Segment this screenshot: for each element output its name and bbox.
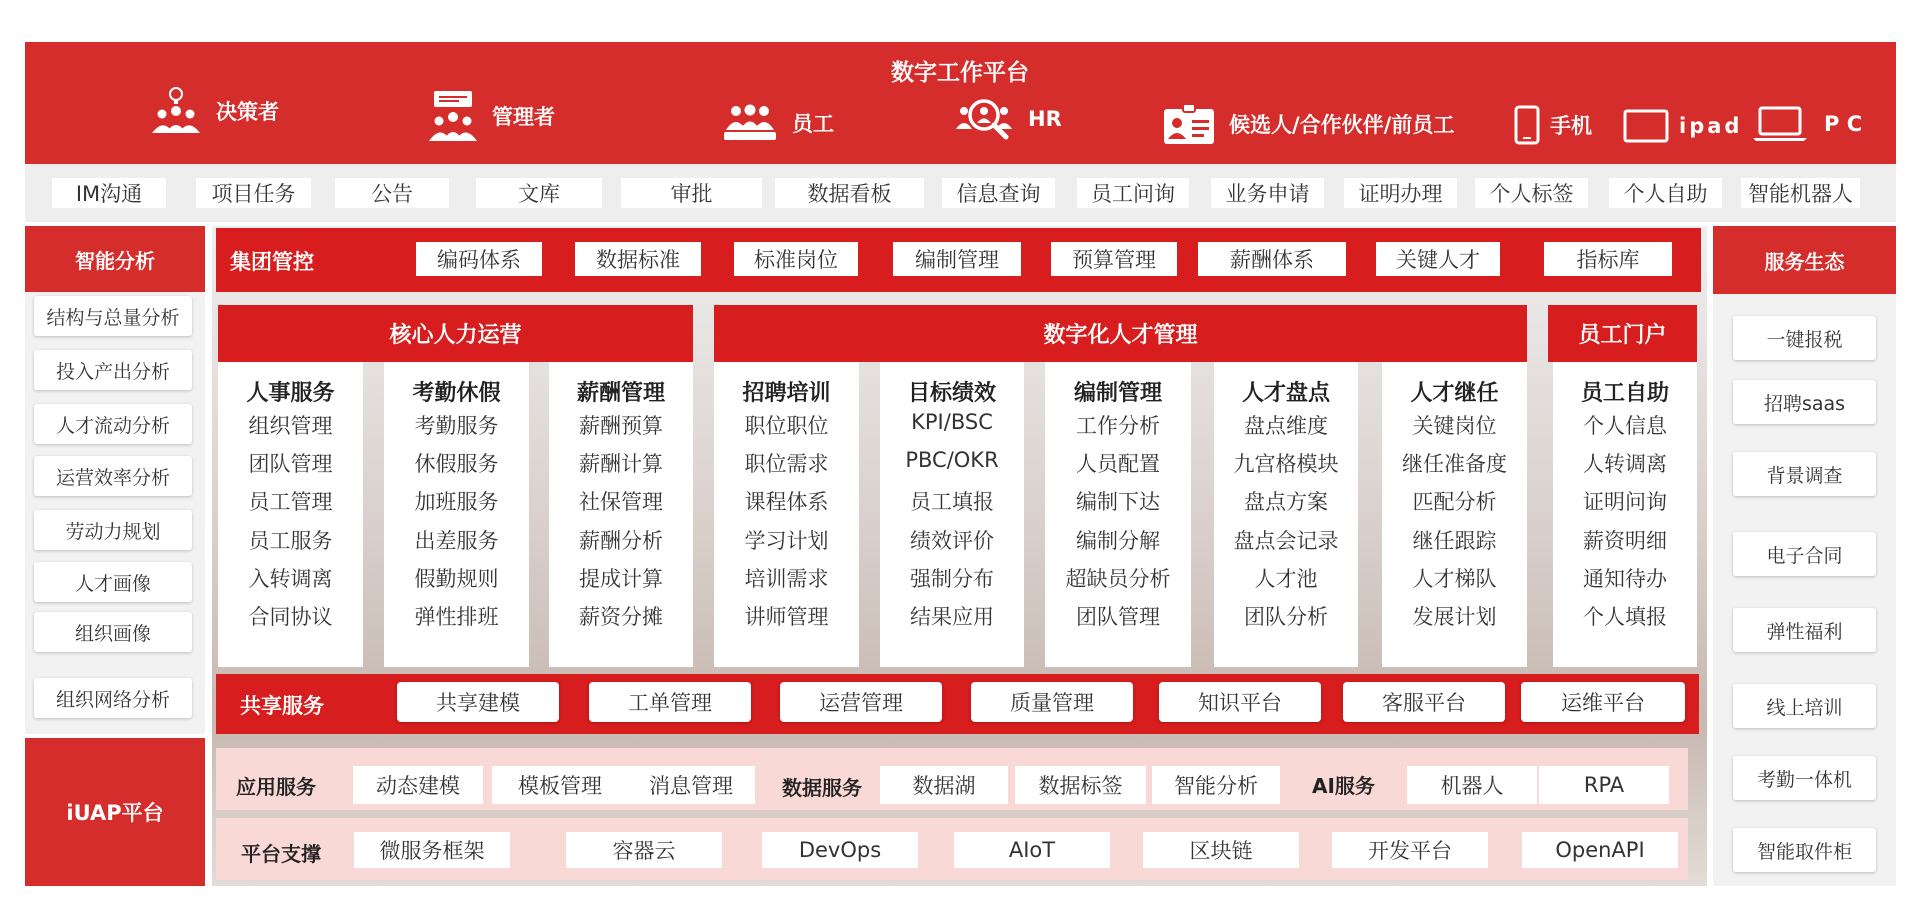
- group-control-label: 集团管控: [230, 250, 314, 274]
- module-column: [1045, 362, 1191, 667]
- module-item[interactable]: 薪资明细: [1583, 529, 1667, 553]
- module-column: [1382, 362, 1527, 667]
- module-item[interactable]: 证明问询: [1583, 490, 1667, 514]
- portal-item[interactable]: IM沟通: [52, 178, 166, 208]
- module-item[interactable]: 入转调离: [248, 567, 333, 591]
- left-analysis-item[interactable]: 投入产出分析: [34, 350, 192, 390]
- hr-search-icon: [954, 97, 1014, 141]
- right-ecosystem-item[interactable]: 背景调查: [1733, 452, 1876, 496]
- iuap-service-item[interactable]: 机器人: [1407, 766, 1537, 804]
- user-pc: [1752, 104, 1862, 144]
- module-item[interactable]: 人才梯队: [1412, 567, 1497, 591]
- iuap-title: iUAP平台: [25, 738, 205, 886]
- module-column-title: 考勤休假: [412, 381, 501, 406]
- module-item[interactable]: 个人信息: [1583, 414, 1667, 438]
- module-item[interactable]: 弹性排班: [414, 605, 499, 629]
- group-control-item[interactable]: 薪酬体系: [1198, 242, 1346, 276]
- module-item[interactable]: 合同协议: [248, 605, 333, 629]
- group-control-item[interactable]: 指标库: [1544, 242, 1672, 276]
- user-label: 员工: [792, 112, 834, 136]
- portal-item[interactable]: 信息查询: [942, 178, 1055, 208]
- user-label: 手机: [1550, 114, 1592, 138]
- left-analysis-item[interactable]: 运营效率分析: [34, 456, 192, 496]
- module-item[interactable]: 个人填报: [1583, 605, 1667, 629]
- module-item[interactable]: 加班服务: [414, 490, 499, 514]
- id-card-icon: [1163, 103, 1215, 145]
- phone-icon: [1514, 105, 1540, 145]
- user-label: P C: [1824, 112, 1863, 136]
- platform-support-label: 平台支撑: [241, 842, 321, 866]
- group-control-item[interactable]: 编码体系: [416, 242, 542, 276]
- shared-service-item[interactable]: 工单管理: [589, 682, 751, 722]
- module-column-title: 人事服务: [246, 381, 335, 406]
- module-item[interactable]: 员工管理: [248, 490, 333, 514]
- shared-service-item[interactable]: 运维平台: [1521, 682, 1685, 722]
- iuap-service-item[interactable]: 消息管理: [627, 766, 755, 804]
- module-item[interactable]: 职位职位: [744, 414, 829, 438]
- module-item[interactable]: 九宫格模块: [1233, 452, 1339, 476]
- user-ipad: [1623, 106, 1742, 146]
- portal-item[interactable]: 审批: [621, 178, 762, 208]
- module-item[interactable]: 学习计划: [744, 529, 829, 553]
- iuap-service-item[interactable]: 数据标签: [1015, 766, 1146, 804]
- module-item[interactable]: 员工服务: [248, 529, 333, 553]
- module-item[interactable]: 薪资分摊: [579, 605, 663, 629]
- core-hr-header: 核心人力运营: [218, 305, 693, 362]
- platform-support-item[interactable]: 微服务框架: [354, 832, 510, 868]
- module-item[interactable]: 提成计算: [579, 567, 663, 591]
- shared-service-item[interactable]: 共享建模: [397, 682, 559, 722]
- module-column: [384, 362, 529, 667]
- right-ecosystem-item[interactable]: 智能取件柜: [1733, 828, 1876, 872]
- portal-item[interactable]: 员工问询: [1077, 178, 1189, 208]
- iuap-service-item[interactable]: 模板管理: [492, 766, 628, 804]
- group-control-item[interactable]: 预算管理: [1051, 242, 1177, 276]
- right-ecosystem-item[interactable]: 一键报税: [1733, 316, 1876, 360]
- module-item[interactable]: 关键岗位: [1412, 414, 1497, 438]
- platform-support-item[interactable]: 区块链: [1143, 832, 1299, 868]
- module-item[interactable]: 绩效评价: [910, 529, 994, 553]
- right-ecosystem-item[interactable]: 线上培训: [1733, 684, 1876, 728]
- platform-support-item[interactable]: AIoT: [954, 832, 1110, 868]
- module-item[interactable]: 团队分析: [1244, 605, 1328, 629]
- user-label: 候选人/合作伙伴/前员工: [1229, 113, 1455, 137]
- module-item[interactable]: 团队管理: [248, 452, 333, 476]
- employees-icon: [722, 104, 778, 142]
- app-services-label: 应用服务: [236, 775, 316, 799]
- module-item[interactable]: 课程体系: [744, 490, 829, 514]
- module-column: [1214, 362, 1358, 667]
- module-item[interactable]: 结果应用: [910, 605, 994, 629]
- module-item[interactable]: 职位需求: [744, 452, 829, 476]
- module-item[interactable]: 休假服务: [414, 452, 499, 476]
- right-ecosystem-item[interactable]: 考勤一体机: [1733, 756, 1876, 800]
- module-item[interactable]: 员工填报: [910, 490, 994, 514]
- module-item[interactable]: PBC/OKR: [905, 448, 999, 472]
- module-item[interactable]: 盘点维度: [1244, 414, 1328, 438]
- portal-item[interactable]: 项目任务: [196, 178, 311, 208]
- module-item[interactable]: 讲师管理: [744, 605, 829, 629]
- right-ecosystem-item[interactable]: 弹性福利: [1733, 608, 1876, 652]
- module-item[interactable]: 编制下达: [1076, 490, 1160, 514]
- module-column: [714, 362, 859, 667]
- portal-item[interactable]: 个人自助: [1609, 178, 1722, 208]
- module-item[interactable]: 继任准备度: [1402, 452, 1507, 476]
- module-item[interactable]: 匹配分析: [1412, 490, 1497, 514]
- module-column: [549, 362, 693, 667]
- portal-item[interactable]: 公告: [335, 178, 449, 208]
- portal-item[interactable]: 证明办理: [1344, 178, 1457, 208]
- shared-service-item[interactable]: 客服平台: [1343, 682, 1505, 722]
- module-column-title: 招聘培训: [742, 381, 831, 406]
- platform-title: 数字工作平台: [891, 59, 1029, 86]
- module-column-title: 薪酬管理: [576, 381, 665, 406]
- decision-maker-icon: [150, 87, 202, 135]
- module-item[interactable]: 薪酬分析: [579, 529, 663, 553]
- portal-item[interactable]: 数据看板: [775, 178, 924, 208]
- user-label: ipad: [1679, 114, 1743, 138]
- right-ecosystem-item[interactable]: 电子合同: [1733, 532, 1876, 576]
- employee-portal-header: 员工门户: [1548, 305, 1697, 362]
- data-services-label: 数据服务: [782, 776, 862, 800]
- left-panel-title: 智能分析: [25, 226, 205, 292]
- platform-support-item[interactable]: DevOps: [762, 832, 918, 868]
- ai-services-label: AI服务: [1312, 774, 1375, 798]
- module-item[interactable]: 假勤规则: [414, 567, 499, 591]
- module-item[interactable]: 超缺员分析: [1065, 567, 1171, 591]
- left-analysis-item[interactable]: 结构与总量分析: [34, 296, 192, 336]
- module-item[interactable]: 盘点方案: [1244, 490, 1328, 514]
- module-item[interactable]: 组织管理: [248, 414, 333, 438]
- iuap-service-item[interactable]: 智能分析: [1152, 766, 1280, 804]
- right-ecosystem-item[interactable]: 招聘saas: [1733, 380, 1876, 424]
- laptop-icon: [1752, 106, 1808, 142]
- group-control-item[interactable]: 标准岗位: [734, 242, 858, 276]
- module-item[interactable]: KPI/BSC: [911, 410, 993, 434]
- portal-item[interactable]: 个人标签: [1475, 178, 1588, 208]
- module-item[interactable]: 培训需求: [744, 567, 829, 591]
- user-label: HR: [1028, 107, 1062, 131]
- user-hr: [954, 96, 1062, 142]
- shared-services-label: 共享服务: [240, 694, 324, 718]
- left-analysis-item[interactable]: 组织画像: [34, 612, 192, 652]
- module-item[interactable]: 盘点会记录: [1233, 529, 1339, 553]
- left-analysis-item[interactable]: 人才流动分析: [34, 404, 192, 444]
- shared-service-item[interactable]: 质量管理: [971, 682, 1133, 722]
- tablet-icon: [1623, 109, 1669, 143]
- user-manager: [428, 86, 555, 146]
- module-item[interactable]: 人转调离: [1583, 452, 1667, 476]
- module-item[interactable]: 工作分析: [1076, 414, 1160, 438]
- module-item[interactable]: 强制分布: [910, 567, 994, 591]
- module-column-title: 目标绩效: [907, 381, 996, 406]
- module-item[interactable]: 社保管理: [579, 490, 663, 514]
- portal-item[interactable]: 智能机器人: [1741, 178, 1860, 208]
- platform-support-item[interactable]: 容器云: [566, 832, 722, 868]
- module-column: [218, 362, 363, 667]
- module-item[interactable]: 通知待办: [1583, 567, 1667, 591]
- portal-item[interactable]: 业务申请: [1211, 178, 1324, 208]
- module-item[interactable]: 团队管理: [1076, 605, 1160, 629]
- module-item[interactable]: 发展计划: [1412, 605, 1497, 629]
- left-analysis-item[interactable]: 组织网络分析: [34, 678, 192, 718]
- iuap-service-item[interactable]: 数据湖: [880, 766, 1008, 804]
- platform-support-item[interactable]: 开发平台: [1332, 832, 1488, 868]
- digital-talent-header: 数字化人才管理: [714, 305, 1527, 362]
- module-item[interactable]: 编制分解: [1076, 529, 1160, 553]
- group-control-item[interactable]: 关键人才: [1376, 242, 1500, 276]
- module-column-title: 编制管理: [1073, 381, 1162, 406]
- module-column-title: 人才盘点: [1241, 381, 1330, 406]
- user-label: 决策者: [216, 100, 279, 124]
- shared-service-item[interactable]: 运营管理: [780, 682, 942, 722]
- module-item[interactable]: 薪酬预算: [579, 414, 663, 438]
- user-label: 管理者: [492, 105, 555, 129]
- iuap-service-item[interactable]: 动态建模: [353, 766, 483, 804]
- group-control-item[interactable]: 数据标准: [575, 242, 701, 276]
- left-analysis-item[interactable]: 劳动力规划: [34, 510, 192, 550]
- right-panel-title: 服务生态: [1713, 226, 1896, 294]
- module-item[interactable]: 考勤服务: [414, 414, 499, 438]
- platform-support-item[interactable]: OpenAPI: [1522, 832, 1678, 868]
- module-item[interactable]: 人员配置: [1076, 452, 1160, 476]
- left-analysis-item[interactable]: 人才画像: [34, 562, 192, 602]
- manager-icon: [428, 89, 478, 143]
- module-column: [1553, 362, 1697, 667]
- module-column-title: 人才继任: [1410, 381, 1499, 406]
- portal-item[interactable]: 文库: [476, 178, 602, 208]
- module-column-title: 员工自助: [1580, 381, 1669, 406]
- user-candidates: [1163, 101, 1454, 147]
- user-decision-maker: [150, 86, 279, 136]
- module-item[interactable]: 薪酬计算: [579, 452, 663, 476]
- module-item[interactable]: 出差服务: [414, 529, 499, 553]
- iuap-service-item[interactable]: RPA: [1539, 766, 1669, 804]
- module-column: [880, 362, 1024, 667]
- user-phone: [1514, 104, 1592, 146]
- module-item[interactable]: 人才池: [1254, 567, 1318, 591]
- group-control-item[interactable]: 编制管理: [893, 242, 1021, 276]
- module-item[interactable]: 继任跟踪: [1412, 529, 1497, 553]
- shared-service-item[interactable]: 知识平台: [1159, 682, 1321, 722]
- user-employees: [722, 100, 834, 146]
